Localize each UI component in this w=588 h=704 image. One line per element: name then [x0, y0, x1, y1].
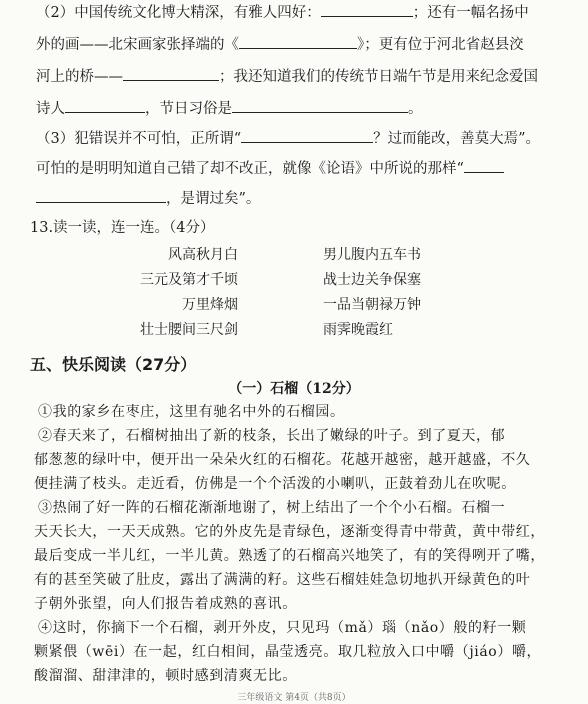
text: ，是谓过矣”。	[166, 191, 261, 207]
answer-blank[interactable]	[241, 128, 373, 143]
answer-blank[interactable]	[232, 98, 408, 113]
q12-p2-line3	[36, 66, 562, 87]
match-left-1[interactable]: 风高秋月白	[168, 247, 238, 263]
match-right-2[interactable]: 战士边关争保塞	[323, 272, 421, 288]
q12-p2-line4	[36, 98, 562, 119]
passage-line: 最后变成一半儿红，一半儿黄。熟透了的石榴高兴地笑了，有的笑得咧开了嘴，	[34, 548, 545, 564]
q12-p2-line1	[36, 2, 562, 23]
q13-heading: 13.读一读，连一连。（4分）	[30, 220, 215, 236]
passage-line: 有的甚至笑破了肚皮，露出了满满的籽。这些石榴娃娃急切地扒开绿黄色的叶	[34, 572, 531, 588]
text: 外的画——北宋画家张择端的《	[36, 37, 239, 53]
passage-line: ③热闹了好一阵的石榴花渐渐地谢了，树上结出了一个个小石榴。石榴一	[38, 500, 506, 516]
q12-p3-line2	[36, 158, 562, 179]
text: 可怕的是明明知道自己错了却不改正，就像《论语》中所说的那样“	[36, 161, 464, 177]
passage-line: ①我的家乡在枣庄，这里有驰名中外的石榴园。	[38, 404, 345, 420]
passage-line: 子朝外张望，向人们报告着成熟的喜讯。	[34, 596, 297, 612]
answer-blank[interactable]	[464, 158, 504, 173]
text: 。	[408, 101, 423, 117]
passage-line: 便挂满了枝头。走近看，仿佛是一个个活泼的小喇叭，正鼓着劲儿在吹呢。	[34, 476, 516, 492]
match-right-4[interactable]: 雨霁晚霞红	[323, 322, 393, 338]
text: （3）犯错误并不可怕，正所谓“	[36, 131, 242, 147]
answer-blank[interactable]	[239, 34, 357, 49]
passage-title: （一）石榴（12分）	[228, 381, 360, 397]
page-footer: 三年级语文 第4页（共8页）	[237, 693, 351, 703]
passage-line: 酸溜溜、甜津津的，顿时感到清爽无比。	[34, 668, 297, 684]
passage-line: 颗紧偎（wēi）在一起，红白相间，晶莹透亮。取几粒放入口中嚼（jiáo）嚼，	[34, 644, 542, 660]
text: ，节日习俗是	[145, 101, 232, 117]
text: ？过而能改，善莫大焉”。	[373, 131, 541, 147]
text: 诗人	[36, 101, 65, 117]
text: 河上的桥——	[36, 69, 123, 85]
passage-line: 天天长大，一天天成熟。它的外皮先是青绿色，逐渐变得青中带黄，黄中带红，	[34, 524, 545, 540]
match-left-2[interactable]: 三元及第才千顷	[140, 272, 238, 288]
passage-line: ②春天来了，石榴树抽出了新的枝条，长出了嫩绿的叶子。到了夏天，郁	[38, 428, 506, 444]
match-right-1[interactable]: 男儿腹内五车书	[323, 247, 421, 263]
match-left-4[interactable]: 壮士腰间三尺剑	[140, 322, 238, 338]
q12-p3-line1	[36, 128, 562, 149]
section-title: 五、快乐阅读（27分）	[30, 355, 197, 374]
text: ；我还知道我们的传统节日端午节是用来纪念爱国	[219, 69, 538, 85]
text: ；还有一幅名扬中	[412, 5, 529, 21]
answer-blank[interactable]	[321, 2, 413, 17]
text: 》；更有位于河北省赵县洨	[357, 37, 524, 53]
passage-line: ④这时，你摘下一个石榴，剥开外皮，只见玛（mǎ）瑙（nǎo）般的籽一颗	[38, 620, 527, 636]
answer-blank[interactable]	[123, 66, 219, 81]
text: （2）中国传统文化博大精深，有雅人四好：	[36, 5, 321, 21]
answer-blank[interactable]	[65, 98, 145, 113]
match-right-3[interactable]: 一品当朝禄万钟	[323, 297, 421, 313]
match-left-3[interactable]: 万里烽烟	[182, 297, 238, 313]
passage-line: 郁葱葱的绿叶中，便开出一朵朵火红的石榴花。花越开越密，越开越盛，不久	[34, 452, 531, 468]
q12-p3-line3	[36, 188, 562, 209]
answer-blank[interactable]	[36, 188, 166, 203]
q12-p2-line2	[36, 34, 562, 55]
